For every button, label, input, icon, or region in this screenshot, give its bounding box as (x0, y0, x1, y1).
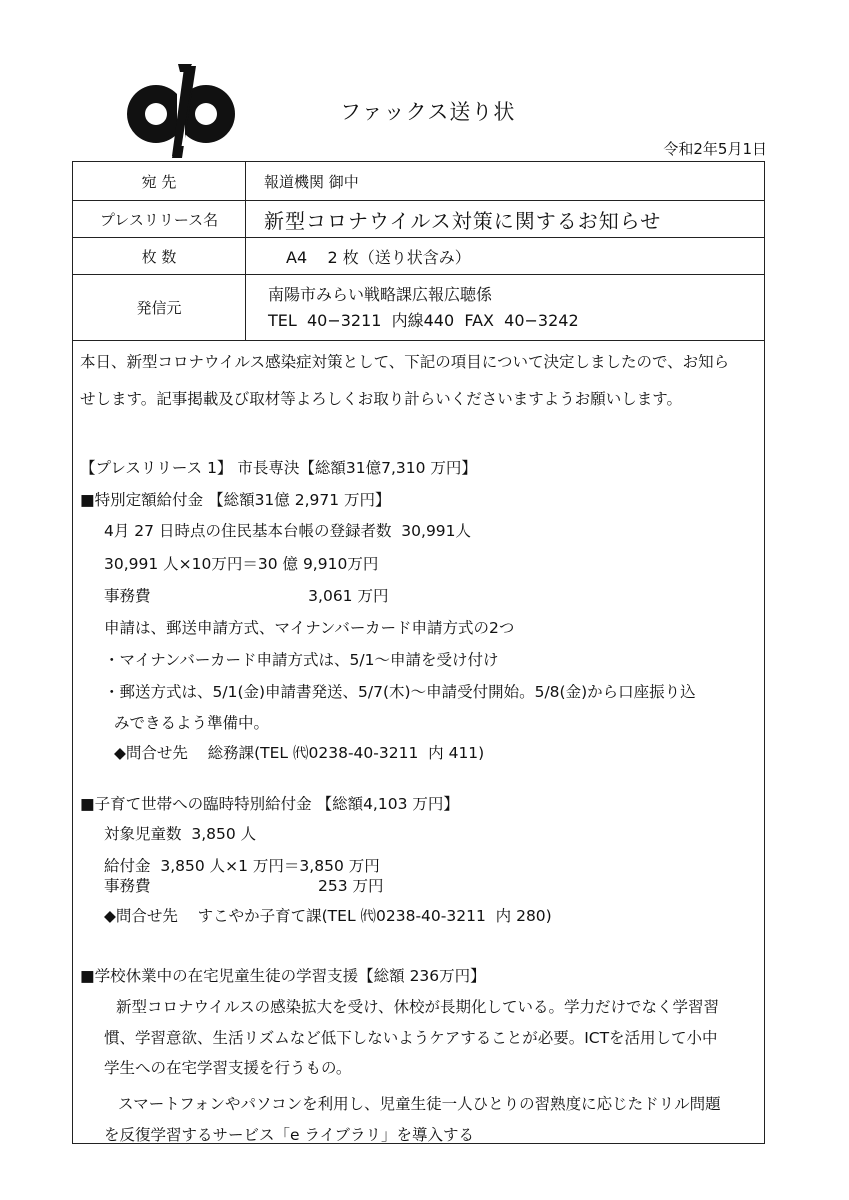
s3-line-1: 新型コロナウイルスの感染拡大を受け、休校が長期化している。学力だけでなく学習習 (116, 998, 719, 1016)
sender-line-2: TEL 40−3211 内線440 FAX 40−3242 (268, 310, 579, 330)
s1-contact: ◆問合せ先 総務課(TEL ㈹0238-40-3211 内 411) (114, 744, 485, 762)
release-heading: 【プレスリリース 1】 市長専決【総額31億7,310 万円】 (80, 459, 477, 477)
s1-line-7: みできるよう準備中。 (114, 714, 270, 732)
s3-line-5: を反復学習するサービス「e ライブラリ」を導入する (104, 1126, 475, 1144)
date: 令和2年5月1日 (663, 140, 767, 158)
s2-line-2: 給付金 3,850 人×1 万円＝3,850 万円 (104, 857, 380, 875)
release-label: プレスリリース名 (73, 201, 246, 238)
s2-contact: ◆問合せ先 すこやか子育て課(TEL ㈹0238-40-3211 内 280) (104, 907, 552, 925)
s1-line-5: ・マイナンバーカード申請方式は、5/1～申請を受け付け (104, 651, 499, 669)
to-label: 宛 先 (73, 162, 246, 201)
s2-line-3: 事務費 253 万円 (104, 877, 384, 895)
s1-line-1: 4月 27 日時点の住民基本台帳の登録者数 30,991人 (104, 522, 472, 540)
sender-line-1: 南陽市みらい戦略課広報広聴係 (268, 284, 493, 304)
s3-line-3: 学生への在宅学習支援を行うもの。 (104, 1059, 352, 1077)
s1-line-6: ・郵送方式は、5/1(金)申請書発送、5/7(木)～申請受付開始。5/8(金)から口座振り込 (104, 683, 696, 701)
release-value: 新型コロナウイルス対策に関するお知らせ (246, 201, 765, 238)
s2-line-1: 対象児童数 3,850 人 (104, 825, 257, 843)
pages-label: 枚 数 (73, 238, 246, 275)
s2-heading: ■子育て世帯への臨時特別給付金 【総額4,103 万円】 (80, 795, 459, 813)
to-value: 報道機関 御中 (246, 162, 765, 201)
fax-title: ファックス送り状 (340, 100, 516, 124)
s1-line-4: 申請は、郵送申請方式、マイナンバーカード申請方式の2つ (104, 619, 515, 637)
sender-value (246, 275, 765, 341)
intro-line-2: せします。記事掲載及び取材等よろしくお取り計らいくださいますようお願いします。 (80, 390, 683, 408)
sender-label: 発信元 (73, 275, 246, 341)
header-table (72, 161, 765, 341)
s3-line-2: 慣、学習意欲、生活リズムなど低下しないようケアすることが必要。ICTを活用して小中 (104, 1029, 718, 1047)
pages-value: A4 2 枚（送り状含み） (246, 238, 765, 275)
s1-line-3: 事務費 3,061 万円 (104, 587, 389, 605)
intro-line-1: 本日、新型コロナウイルス感染症対策として、下記の項目について決定しましたので、お知ら (80, 353, 730, 371)
s1-heading: ■特別定額給付金 【総額31億 2,971 万円】 (80, 491, 391, 509)
s3-heading: ■学校休業中の在宅児童生徒の学習支援【総額 236万円】 (80, 967, 486, 985)
city-logo-icon (122, 64, 240, 158)
s1-line-2: 30,991 人×10万円＝30 億 9,910万円 (104, 555, 379, 573)
s3-line-4: スマートフォンやパソコンを利用し、児童生徒一人ひとりの習熟度に応じたドリル問題 (118, 1095, 721, 1113)
